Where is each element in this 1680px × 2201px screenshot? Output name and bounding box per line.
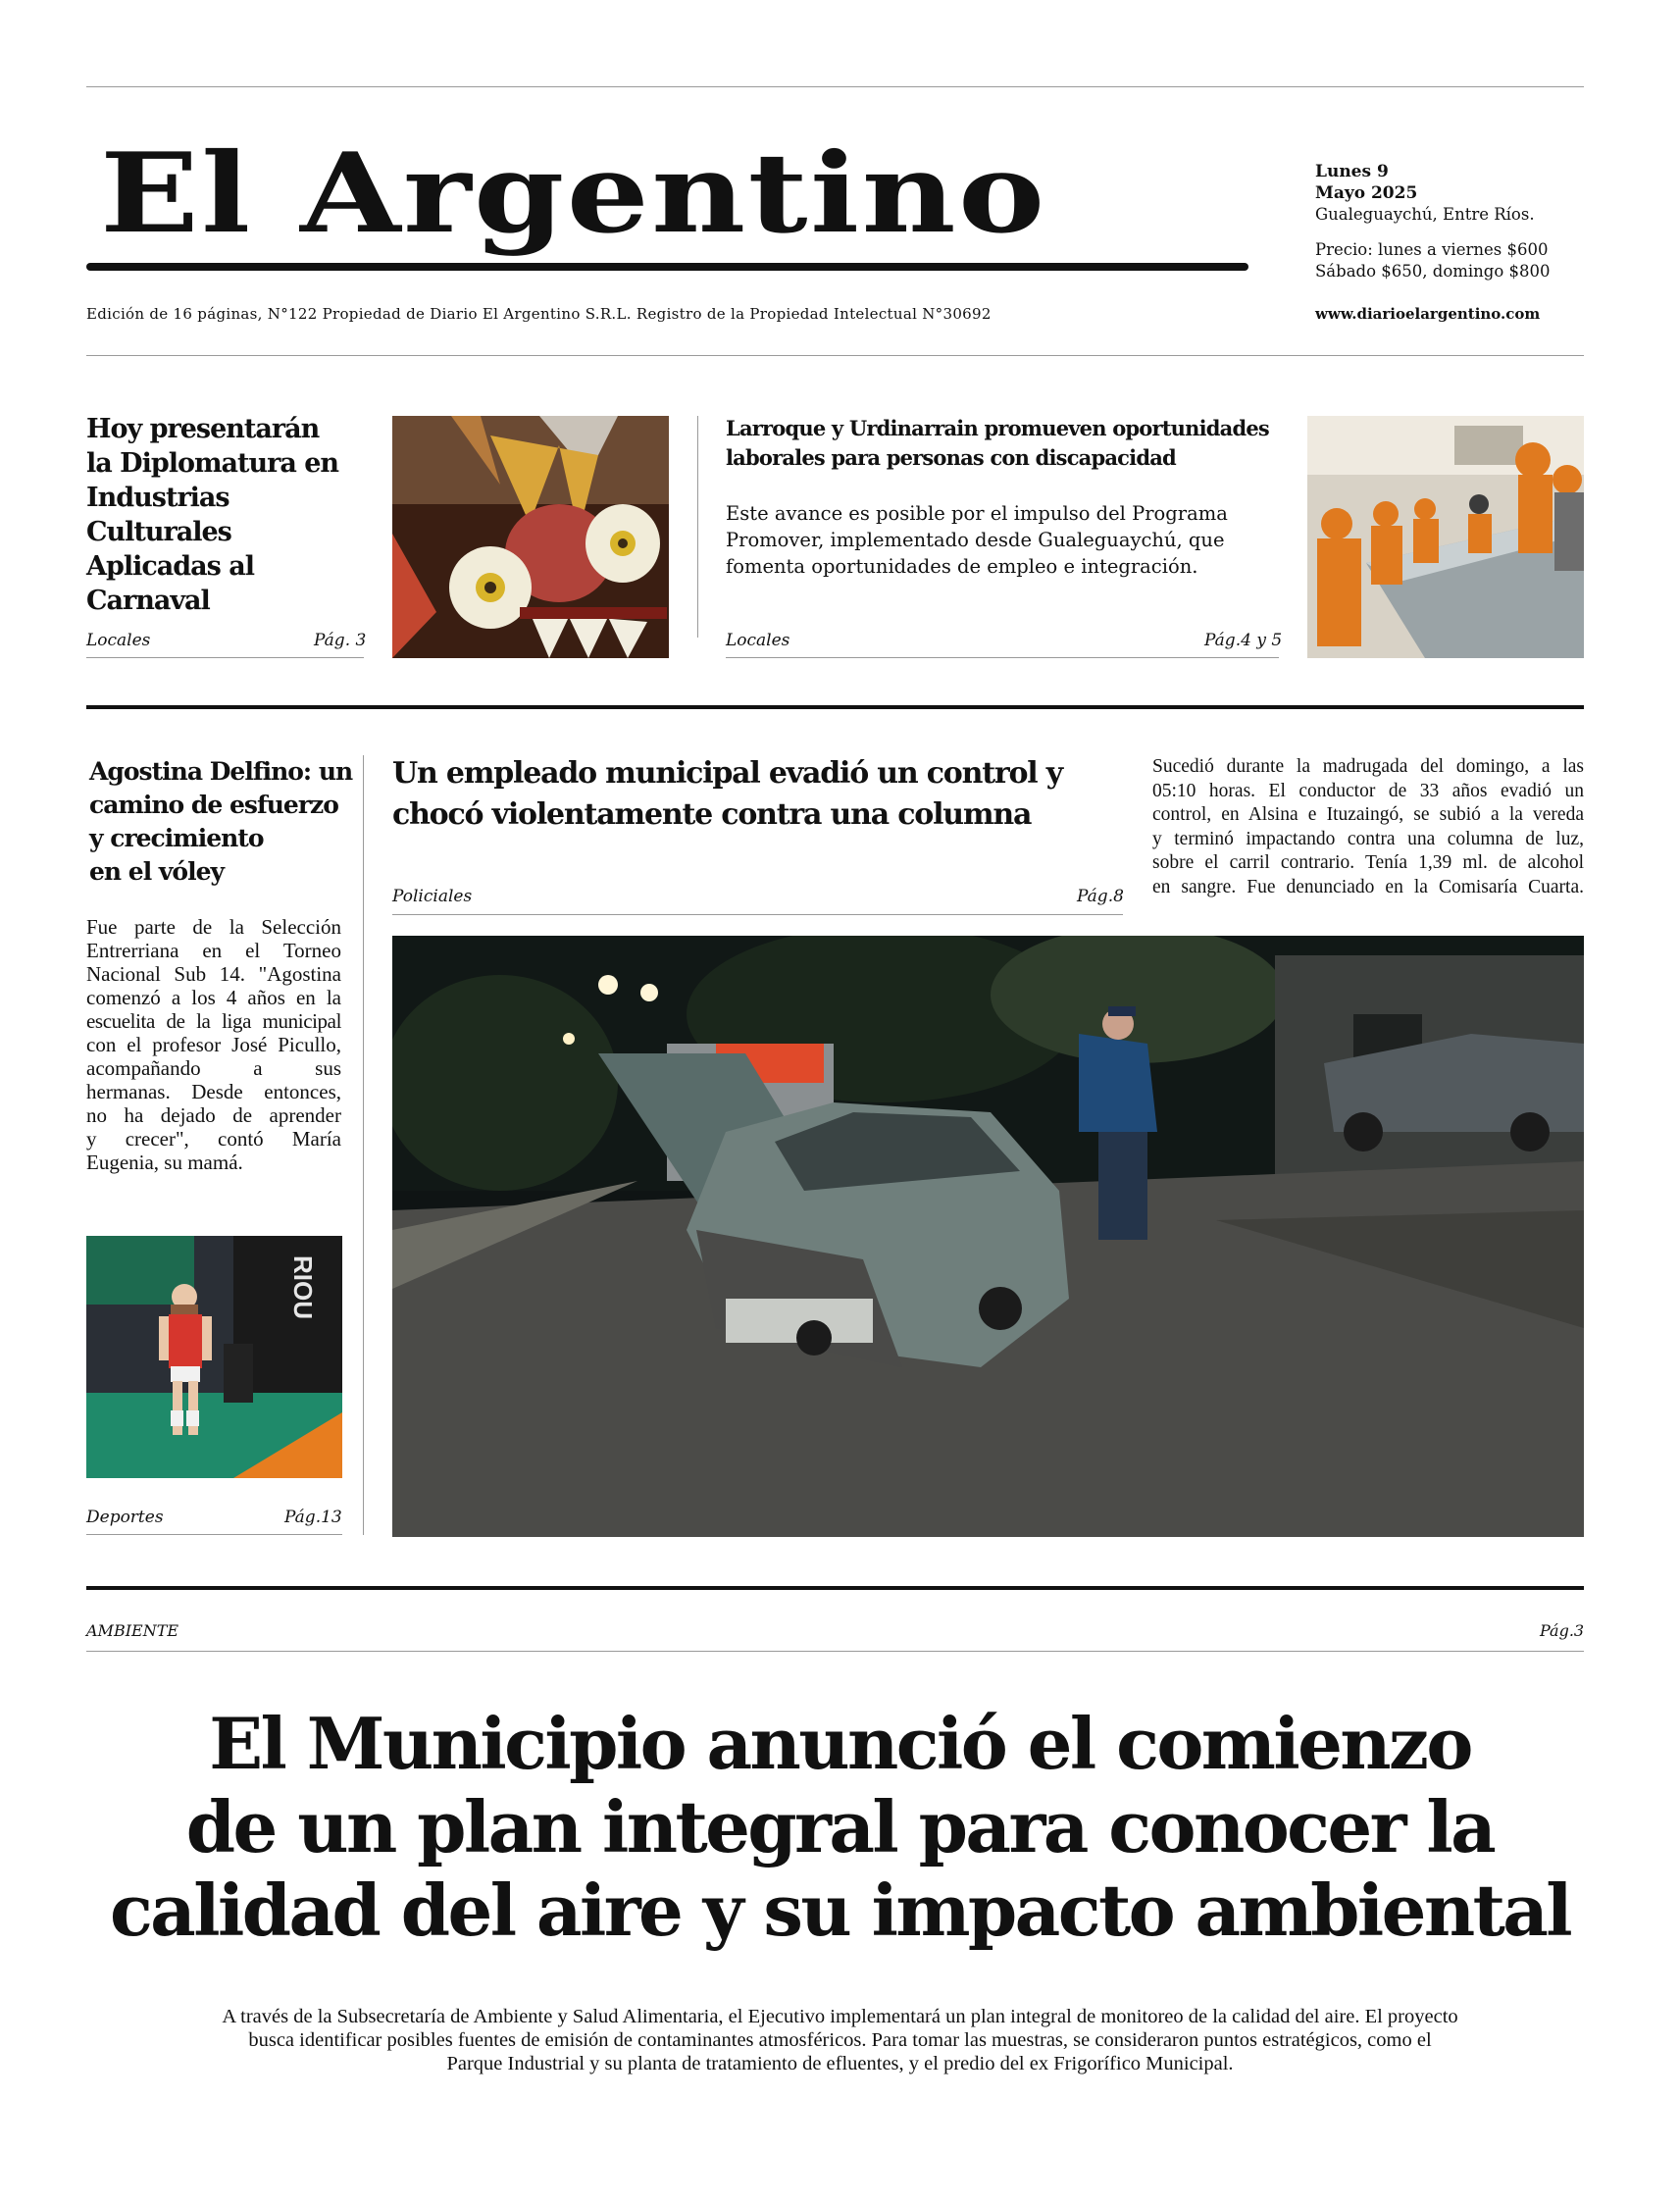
body-line: Entrerriana en el Torneo	[86, 939, 341, 962]
carnaval-headline[interactable]	[86, 412, 381, 618]
page-ref: Pág.13	[284, 1508, 342, 1527]
volley-headline[interactable]	[89, 755, 352, 889]
headline-line: El Municipio anunció el comienzo	[209, 1702, 1471, 1785]
headline-line: Hoy presentarán	[86, 414, 320, 444]
summary-line: busca identificar posibles fuentes de emisión de contaminantes atmosféricos. Para tomar las muestras, se consideraron puntos estratégicos, como el	[248, 2029, 1432, 2051]
section-label: Locales	[86, 631, 151, 650]
section-label: Deportes	[86, 1508, 164, 1527]
date-month: Mayo 2025	[1315, 183, 1418, 203]
section-divider	[86, 705, 1584, 709]
page-ref: Pág.4 y 5	[1204, 631, 1283, 650]
date-day: Lunes 9	[1315, 162, 1389, 181]
car-crash-photo-icon	[392, 936, 1584, 1537]
headline-line: Un empleado municipal evadió un control y	[392, 756, 1062, 791]
section-label: Policiales	[392, 887, 473, 906]
headline-line: Larroque y Urdinarrain promueven oportunidades	[726, 416, 1269, 440]
headline-line: Agostina Delfino: un	[89, 757, 353, 786]
headline-line: calidad del aire y su impacto ambiental	[109, 1868, 1571, 1952]
body-line: hermanas. Desde entonces,	[86, 1080, 341, 1103]
section-label: Locales	[726, 631, 790, 650]
crash-summary	[1152, 755, 1584, 899]
headline-line: la Diplomatura en	[86, 448, 339, 479]
body-line: Nacional Sub 14. "Agostina	[86, 962, 341, 986]
discapacidad-headline[interactable]	[726, 414, 1269, 473]
body-line: sobre el carril contrario. Tenía 1,39 ml. de alcohol	[1152, 852, 1584, 873]
headline-line: en el vóley	[89, 857, 225, 886]
body-line: acompañando a sus	[86, 1056, 341, 1080]
headline-line: y crecimiento	[89, 824, 264, 852]
page-ref: Pág. 3	[314, 631, 367, 650]
body-line: Eugenia, su mamá.	[86, 1151, 243, 1174]
headline-line: de un plan integral para conocer la	[185, 1785, 1495, 1868]
story-rule	[726, 657, 1279, 658]
headline-line: Aplicadas al Carnaval	[86, 551, 255, 616]
headline-line: laborales para personas con discapacidad	[726, 445, 1176, 470]
summary-line: A través de la Subsecretaría de Ambiente y Salud Alimentaria, el Ejecutivo implementará un plan integral de monitoreo de la calidad del aire. El proyecto	[222, 2006, 1458, 2027]
lead-headline[interactable]	[0, 1702, 1680, 1952]
body-line: no ha dejado de aprender	[86, 1103, 341, 1127]
edition-line: Edición de 16 páginas, N°122 Propiedad de Diario El Argentino S.R.L. Registro de la Propiedad Intelectual N°30692	[86, 305, 992, 323]
lead-summary	[59, 2005, 1621, 2075]
masthead-bottom-rule	[86, 355, 1584, 356]
website-link[interactable]: www.diarioelargentino.com	[1315, 305, 1541, 323]
column-divider	[363, 755, 364, 1535]
lead-rule	[86, 1651, 1584, 1652]
masthead-logo[interactable]	[86, 128, 1248, 284]
workshop-photo-icon	[1307, 416, 1584, 658]
crash-headline[interactable]	[392, 753, 1062, 836]
logo-underline	[86, 263, 1248, 271]
summary-line: Este avance es posible por el impulso del Programa	[726, 502, 1228, 525]
body-line: Sucedió durante la madrugada del domingo, a las	[1152, 756, 1584, 777]
svg-text:RIOU: RIOU	[288, 1255, 318, 1319]
body-line: y crecer", contó María	[86, 1127, 341, 1151]
price-weekend: Sábado $650, domingo $800	[1315, 262, 1551, 281]
page-ref: Pág.8	[1077, 887, 1124, 906]
section-divider	[86, 1586, 1584, 1590]
location: Gualeguaychú, Entre Ríos.	[1315, 205, 1535, 224]
lead-section-label: AMBIENTE	[86, 1621, 179, 1640]
carnival-mask-photo-icon	[392, 416, 669, 658]
body-line: en sangre. Fue denunciado en la Comisaría Cuarta.	[1152, 876, 1584, 897]
summary-line: fomenta oportunidades de empleo e integración.	[726, 555, 1198, 578]
story-rule	[86, 1534, 342, 1535]
body-line: control, en Alsina e Ituzaingó, se subió a la vereda	[1152, 804, 1584, 825]
body-line: con el profesor José Picullo,	[86, 1033, 341, 1056]
logo-text: El Argentino	[100, 129, 1047, 258]
body-line: Fue parte de la Selección	[86, 915, 341, 939]
volleyball-player-photo-icon	[86, 1236, 342, 1478]
headline-line: Industrias Culturales	[86, 483, 231, 547]
body-line: y terminó impactando contra una columna de luz,	[1152, 828, 1584, 849]
top-rule	[86, 86, 1584, 87]
body-line: escuelita de la liga municipal	[86, 1009, 341, 1033]
lead-page-ref: Pág.3	[1540, 1621, 1585, 1640]
body-line: 05:10 horas. El conductor de 33 años evadió un	[1152, 780, 1584, 801]
volley-body	[86, 915, 341, 1174]
summary-line: Promover, implementado desde Gualeguaychú, que	[726, 529, 1225, 551]
story-rule	[392, 914, 1123, 915]
price-weekday: Precio: lunes a viernes $600	[1315, 240, 1549, 259]
story-rule	[86, 657, 364, 658]
headline-line: chocó violentamente contra una columna	[392, 797, 1032, 832]
headline-line: camino de esfuerzo	[89, 791, 338, 819]
masthead-info	[1315, 161, 1551, 282]
body-line: comenzó a los 4 años en la	[86, 986, 341, 1009]
column-divider	[697, 416, 698, 638]
discapacidad-summary	[726, 500, 1228, 580]
summary-line: Parque Industrial y su planta de tratamiento de efluentes, y el predio del ex Frigorífico Municipal.	[446, 2053, 1234, 2074]
